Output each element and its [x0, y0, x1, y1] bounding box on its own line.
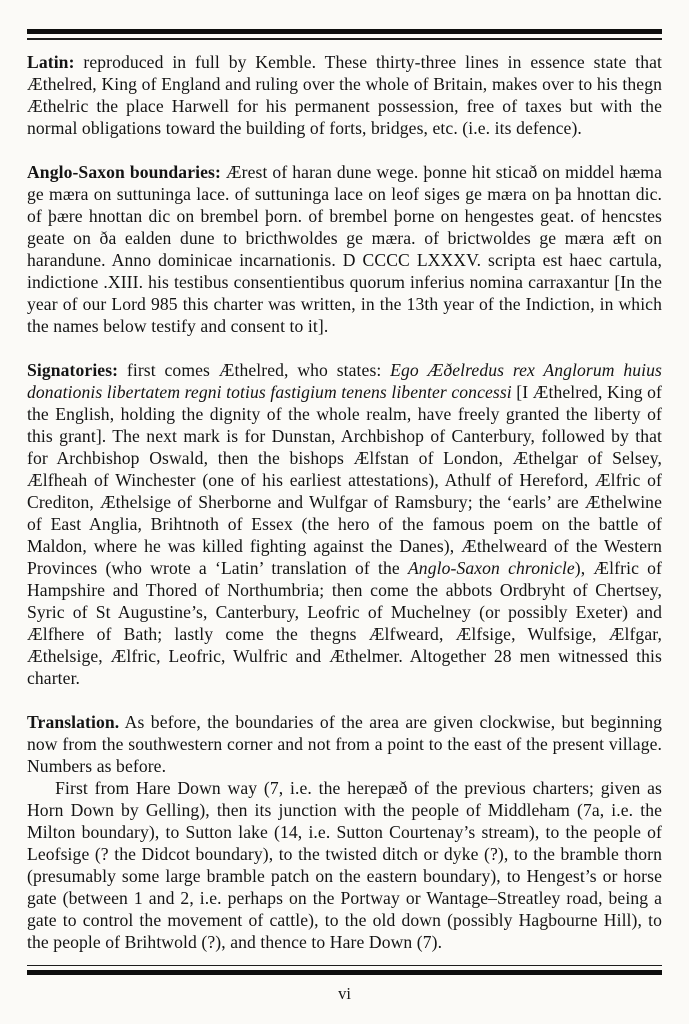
text-segment-italic: Anglo-Saxon chronicle — [407, 557, 575, 578]
text-segment-bold: Anglo-Saxon boundaries: — [27, 161, 221, 182]
bottom-rule — [27, 965, 662, 976]
paragraph-signatories — [27, 359, 662, 689]
text-segment-normal: reproduced in full by Kemble. These thirty-three lines in essence state that Æthelred, King of England and ruling over the whole of Britain, makes over to his thegn Æthelric the place Harwell for his permanent possession, free of taxes but with the normal obligations toward the building of forts, bridges, etc. (i.e. its defence). — [27, 51, 662, 138]
text-segment-bold: Latin: — [27, 51, 75, 72]
text-segment-normal: first comes Æthelred, who states: — [118, 359, 391, 380]
bottom-rule-thin — [27, 965, 662, 967]
paragraph-latin — [27, 51, 662, 139]
text-segment-italic: Ego Æðelredus rex Anglorum huius donationis libertatem regni totius fastigium tenens libenter concessi — [27, 359, 662, 402]
bottom-rule-thick — [27, 970, 662, 975]
text-segment-normal: Ærest of haran dune wege. þonne hit sticað on middel hæma ge mæra on suttuninga lace. of suttuninga lace on leof siges ge mæra on þa hnottan dic. of þære hnottan dic on brembel þorn. of brembel þorne on hengestes geat. of hencstes geate on ða ealden dune to bricthwoldes ge mæra. of brictwoldes ge mæra æft on harandune. Anno dominicae incarnationis. D CCCC LXXXV. scripta est haec cartula, indictione .XIII. his testibus consentientibus quorum inferius nomina carraxantur [In the year of our Lord 985 this charter was written, in the 13th year of the Indiction, in which the names below testify and consent to it]. — [27, 161, 662, 336]
paragraph-translation-continued — [27, 777, 662, 953]
text-segment-normal: [I Æthelred, King of the English, holding the dignity of the whole realm, have freely granted the liberty of this grant]. The next mark is for Dunstan, Archbishop of Canterbury, followed by that for Archbishop Oswald, then the bishops Ælfstan of London, Æthelgar of Selsey, Ælfheah of Winchester (one of his earliest attestations), Athulf of Hereford, Ælfric of Crediton, Æthelsige of Sherborne and Wulfgar of Ramsbury; the ‘earls’ are Æthelwine of East Anglia, Brihtnoth of Essex (the hero of the famous poem on the battle of Maldon, where he was killed fighting against the Danes), Æthelweard of the Western Provinces (who wrote a ‘Latin’ translation of the — [27, 381, 662, 578]
paragraph-anglo-saxon-boundaries — [27, 161, 662, 337]
text-segment-normal: ), Ælfric of Hampshire and Thored of Northumbria; then come the abbots Ordbryht of Chertsey, Syric of St Augustine’s, Canterbury, Leofric of Muchelney (or possibly Exeter) and Ælfhere of Bath; lastly come the thegns Ælfweard, Ælfsige, Wulfsige, Ælfgar, Æthelsige, Ælfric, Leofric, Wulfric and Æthelmer. Altogether 28 men witnessed this charter. — [27, 557, 662, 688]
paragraph-translation — [27, 711, 662, 777]
top-rule-thick — [27, 29, 662, 34]
text-segment-normal: First from Hare Down way (7, i.e. the herepæð of the previous charters; given as Horn Down by Gelling), then its junction with the people of Middleham (7a, i.e. the Milton boundary), to Sutton lake (14, i.e. Sutton Courtenay’s stream), to the people of Leofsige (? the Didcot boundary), to the twisted ditch or dyke (?), to the bramble thorn (presumably some large bramble patch on the eastern boundary), to Hengest’s or horse gate (between 1 and 2, i.e. perhaps on the Portway or Wantage–Streatley road, being a gate to control the movement of cattle), to the old down (possibly Hagbourne Hill), to the people of Brihtwold (?), and thence to Hare Down (7). — [27, 777, 662, 952]
text-segment-normal: As before, the boundaries of the area are given clockwise, but beginning now from the southwestern corner and not from a point to the east of the present village. Numbers as before. — [27, 711, 662, 776]
page-body — [27, 51, 662, 953]
text-segment-bold: Signatories: — [27, 359, 119, 380]
text-segment-bold: Translation. — [27, 711, 120, 732]
page-number: vi — [338, 984, 351, 1004]
top-rule-thin — [27, 38, 662, 40]
top-rule — [27, 29, 662, 40]
